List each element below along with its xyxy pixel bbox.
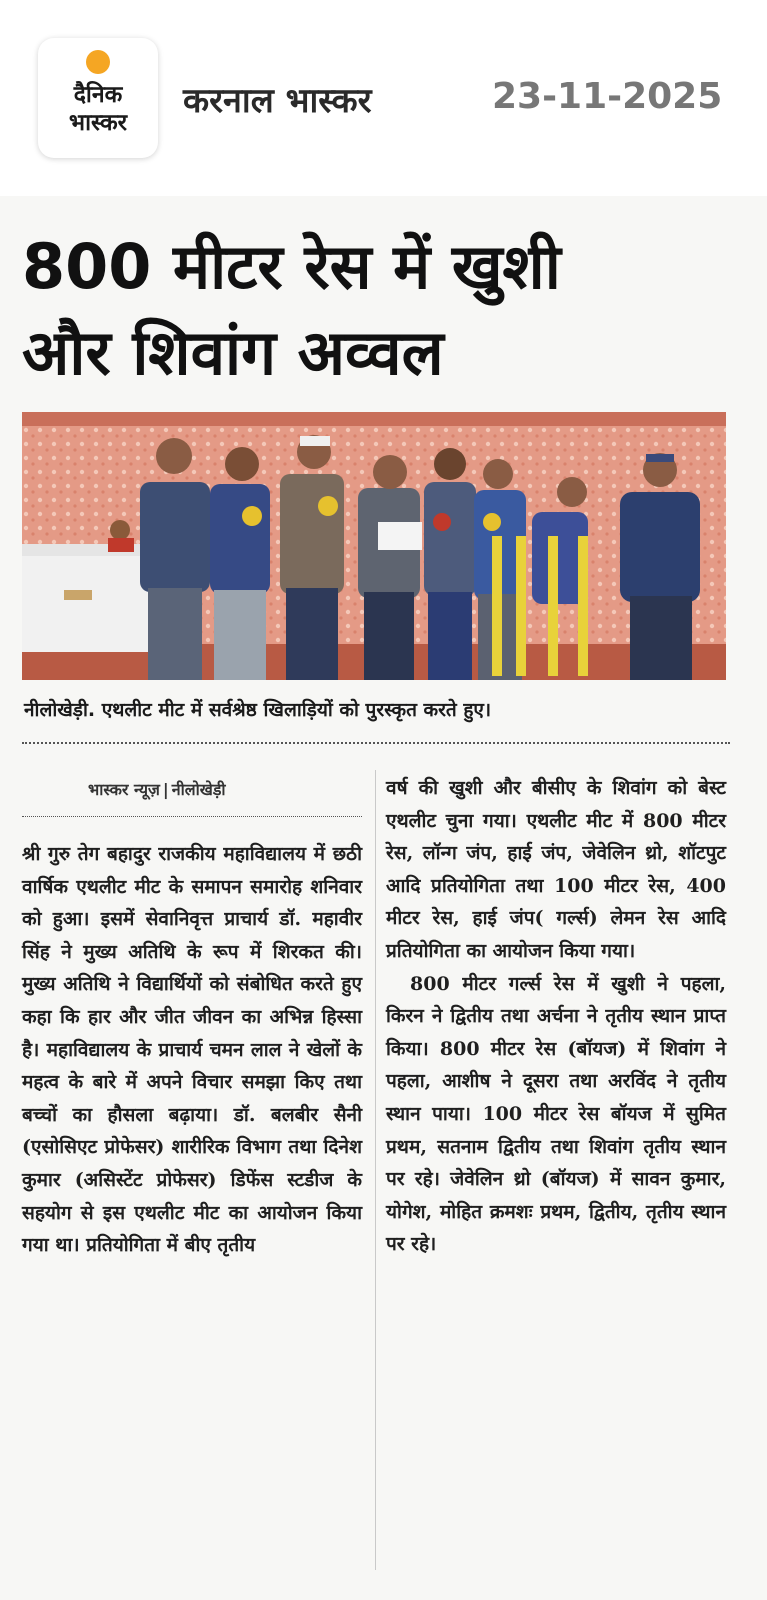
sun-icon <box>84 48 112 76</box>
article-column-right <box>386 772 726 1261</box>
dainik-bhaskar-logo[interactable] <box>38 38 158 158</box>
logo-text-line2: भास्कर <box>68 110 128 136</box>
article-paragraph: 800 मीटर गर्ल्स रेस में खुशी ने पहला, किरन ने द्वितीय तथा अर्चना ने तृतीय स्थान प्राप्त किया। 800 मीटर रेस (बॉयज) में शिवांग ने पहला, आशीष ने दूसरा तथा अरविंद ने तृतीय स्थान पाया। 100 मीटर रेस बॉयज में सुमित प्रथम, सतनाम द्वितीय तथा शिवांग तृतीय स्थान पर रहे। जेवेलिन थ्रो (बॉयज) में सावन कुमार, योगेश, मोहित क्रमशः प्रथम, द्वितीय, तृतीय स्थान पर रहे। <box>386 972 726 1256</box>
byline-place: नीलोखेड़ी <box>171 780 226 799</box>
headline-line1: 800 मीटर रेस में खुशी <box>22 230 561 303</box>
article-paragraph: वर्ष की खुशी और बीसीए के शिवांग को बेस्ट एथलीट चुना गया। एथलीट मीट में 800 मीटर रेस, लॉन्ग जंप, हाई जंप, जेवेलिन थ्रो, शॉटपुट आदि प्रतियोगिता तथा 100 मीटर रेस, 400 मीटर रेस, हाई जंप( गर्ल्स) लेमन रेस आदि प्रतियोगिता का आयोजन किया गया। <box>386 777 726 962</box>
byline: भास्कर न्यूज़ | नीलोखेड़ी <box>88 780 226 799</box>
headline-line2: और शिवांग अव्वल <box>22 316 444 389</box>
article-headline <box>22 224 742 396</box>
edition-date: 23-11-2025 <box>492 76 723 117</box>
column-divider <box>375 770 376 1570</box>
edition-title: करनाल भास्कर <box>183 81 372 121</box>
byline-rule <box>22 816 362 817</box>
award-ceremony-photo <box>22 412 726 680</box>
photo-caption: नीलोखेड़ी. एथलीट मीट में सर्वश्रेष्ठ खिलाड़ियों को पुरस्कृत करते हुए। <box>24 699 492 721</box>
dotted-divider <box>22 742 730 744</box>
news-photo[interactable] <box>22 412 726 680</box>
article-column-left: श्री गुरु तेग बहादुर राजकीय महाविद्यालय में छठी वार्षिक एथलीट मीट के समापन समारोह शनिवार को हुआ। इसमें सेवानिवृत्त प्राचार्य डॉ. महावीर सिंह ने मुख्य अतिथि के रूप में शिरकत की। मुख्य अतिथि ने विद्यार्थियों को संबोधित करते हुए कहा कि हार और जीत जीवन का अभिन्न हिस्सा है। महाविद्यालय के प्राचार्य चमन लाल ने खेलों के महत्व के बारे में अपने विचार समझा किए तथा बच्चों का हौसला बढ़ाया। डॉ. बलबीर सैनी (एसोसिएट प्रोफेसर) शारीरिक विभाग तथा दिनेश कुमार (असिस्टेंट प्रोफेसर) डिफेंस स्टडीज के सहयोग से इस एथलीट मीट का आयोजन किया गया था। प्रतियोगिता में बीए तृतीय <box>22 843 362 1257</box>
byline-agency: भास्कर न्यूज़ <box>88 780 160 799</box>
app-header <box>0 0 767 170</box>
logo-text-line1: दैनिक <box>73 82 123 108</box>
